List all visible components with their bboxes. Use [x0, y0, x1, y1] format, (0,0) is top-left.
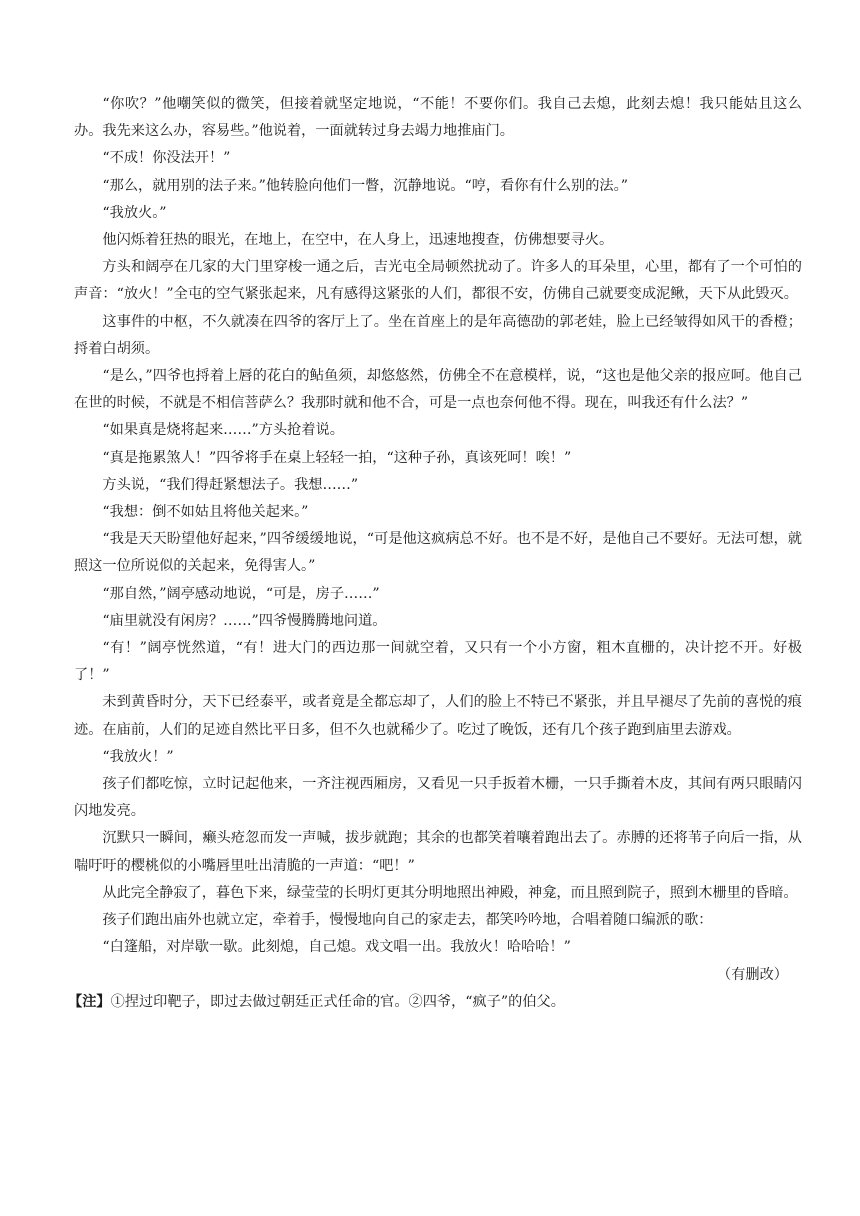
- paragraph: “有！”阔亭恍然道，“有！进大门的西边那一间就空着，又只有一个小方窗，粗木直栅的，决计挖不开。好极了！”: [74, 640, 802, 684]
- paragraph: 未到黄昏时分，天下已经泰平，或者竟是全都忘却了，人们的脸上不特已不紧张，并且早褪尽了先前的喜悦的痕迹。在庙前，人们的足迹自然比平日多，但不久也就稀少了。吃过了晚饭，还有几个孩子跑到庙里去游戏。: [74, 694, 802, 738]
- paragraph: “那么，就用别的法子来。”他转脸向他们一瞥，沉静地说。“哼，看你有什么别的法。”: [102, 177, 628, 194]
- paragraph: 孩子们跑出庙外也就立定，牵着手，慢慢地向自己的家走去，都笑吟吟地，合唱着随口编派的歌：: [102, 912, 713, 929]
- paragraph: “你吹？”他嘲笑似的微笑，但接着就坚定地说，“不能！不要你们。我自己去熄，此刻去熄！我只能姑且这么办。我先来这么办，容易些。”他说着，一面就转过身去竭力地推庙门。: [74, 96, 802, 140]
- paragraph: 孩子们都吃惊，立时记起他来，一齐注视西厢房，又看见一只手扳着木栅，一只手撕着木皮，其间有两只眼睛闪闪地发亮。: [74, 776, 802, 820]
- footnote: [68, 989, 802, 1016]
- paragraph: “白篷船，对岸歇一歇。此刻熄，自己熄。戏文唱一出。我放火！哈哈哈！”: [102, 939, 571, 956]
- paragraph: “那自然，”阔亭感动地说，“可是，房子……”: [102, 585, 380, 602]
- paragraph: “我放火。”: [102, 204, 167, 221]
- footnote-text: ①捏过印靶子，即过去做过朝廷正式任命的官。②四爷，“疯子”的伯父。: [110, 993, 565, 1010]
- paragraph: “如果真是烧将起来……”方头抢着说。: [102, 422, 344, 439]
- document-body: [68, 91, 802, 1016]
- paragraph: “真是拖累煞人！”四爷将手在桌上轻轻一拍，“这种子孙，真该死呵！唉！”: [102, 449, 572, 466]
- paragraph: 方头说，“我们得赶紧想法子。我想……”: [102, 476, 359, 493]
- paragraph: “是么，”四爷也捋着上唇的花白的鲇鱼须，却悠悠然，仿佛全不在意模样，说，“这也是他父亲的报应呵。他自己在世的时候，不就是不相信菩萨么？我那时就和他不合，可是一点也奈何他不得。现在，叫我还有什么法？”: [74, 368, 802, 412]
- footnote-tag: 【注】: [68, 993, 111, 1010]
- paragraph: 从此完全静寂了，暮色下来，绿莹莹的长明灯更其分明地照出神殿，神龛，而且照到院子，照到木栅里的昏暗。: [102, 884, 798, 901]
- paragraph: 这事件的中枢，不久就凑在四爷的客厅上了。坐在首座上的是年高德劭的郭老娃，脸上已经皱得如风干的香橙；捋着白胡须。: [74, 313, 802, 357]
- paragraph: 沉默只一瞬间，癞头疮忽而发一声喊，拔步就跑；其余的也都笑着嚷着跑出去了。赤膊的还将苇子向后一指，从喘吁吁的樱桃似的小嘴唇里吐出清脆的一声道：“吧！”: [74, 830, 802, 874]
- paragraph: “不成！你没法开！”: [102, 150, 231, 167]
- paragraph: 他闪烁着狂热的眼光，在地上，在空中，在人身上，迅速地搜查，仿佛想要寻火。: [102, 232, 614, 249]
- source-note: （有删改）: [717, 966, 788, 983]
- paragraph: “庙里就没有闲房？……”四爷慢腾腾地问道。: [102, 612, 387, 629]
- paragraph: “我是天天盼望他好起来，”四爷缓缓地说，“可是他这疯病总不好。也不是不好，是他自己不要好。无法可想，就照这一位所说似的关起来，免得害人。”: [74, 531, 802, 575]
- paragraph: “我放火！”: [102, 748, 174, 765]
- paragraph: 方头和阔亭在几家的大门里穿梭一通之后，吉光屯全局顿然扰动了。许多人的耳朵里，心里，都有了一个可怕的声音：“放火！”全屯的空气紧张起来，凡有感得这紧张的人们，都很不安，仿佛自己就要变成泥鳅，天下从此毁灭。: [74, 259, 802, 303]
- paragraph: “我想：倒不如姑且将他关起来。”: [102, 504, 309, 521]
